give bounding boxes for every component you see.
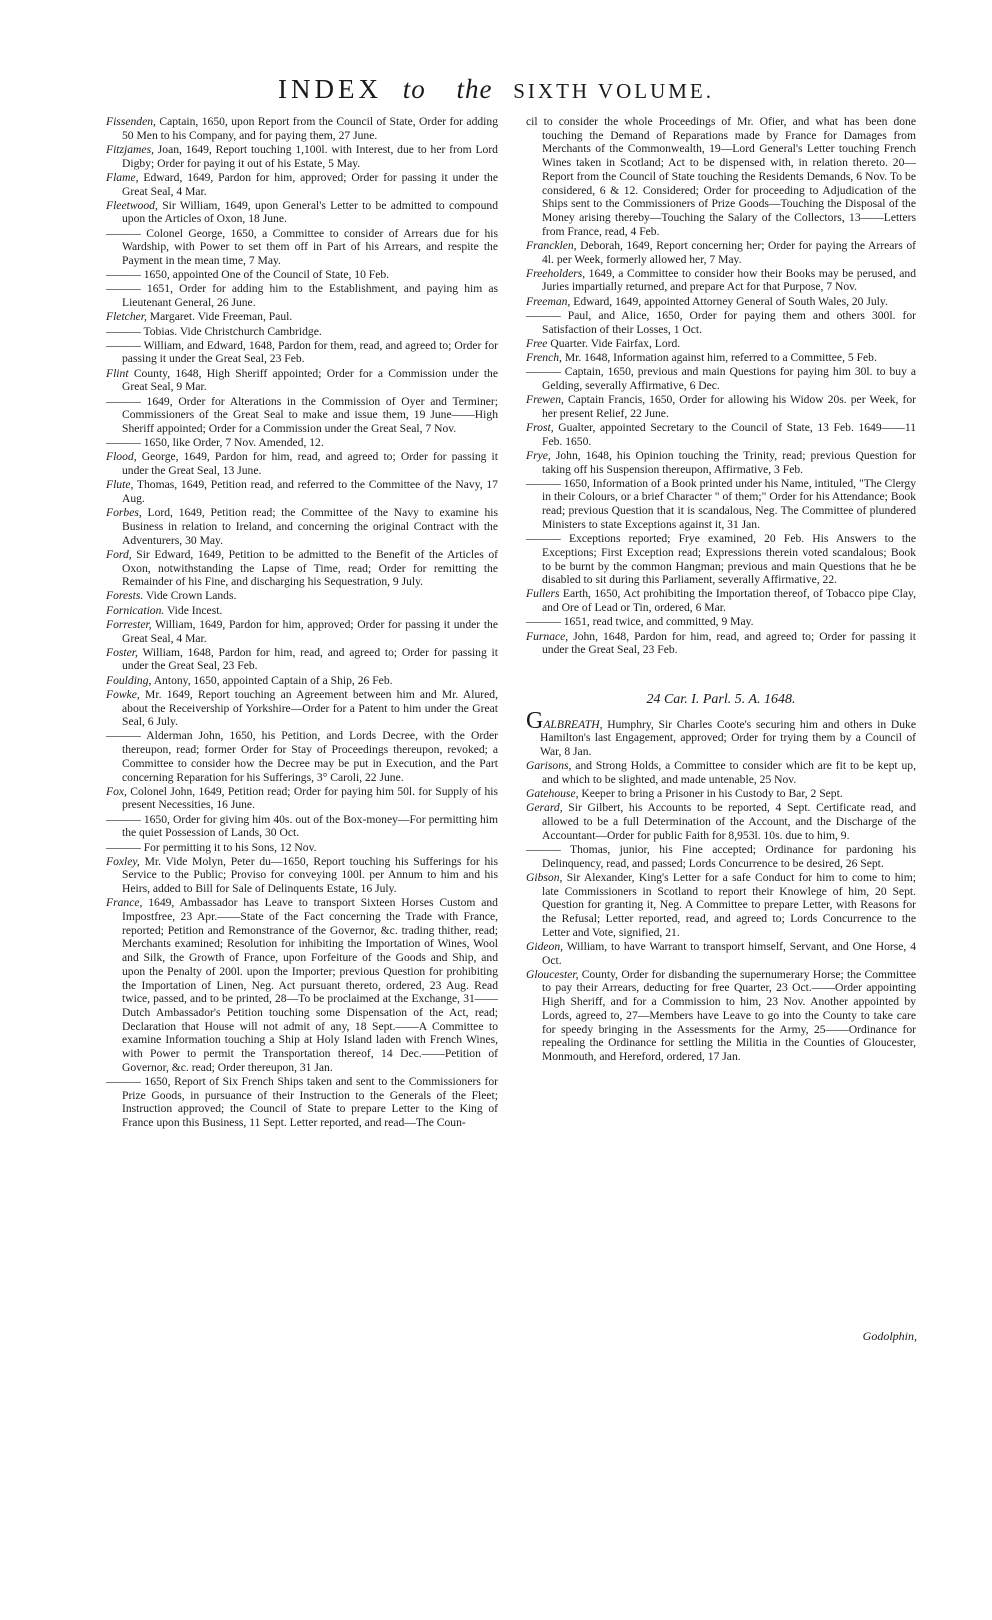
- index-entry: [526, 532, 916, 587]
- entry-heading: Free: [526, 336, 548, 350]
- entry-text: 1651, read twice, and committed, 9 May.: [563, 615, 754, 629]
- entry-heading: Forrester,: [106, 617, 152, 631]
- entry-text: Vide Incest.: [167, 603, 223, 617]
- index-entry: [526, 337, 916, 351]
- entry-heading: ———: [106, 394, 141, 408]
- index-entry: [526, 615, 916, 629]
- entry-text: 1650, appointed One of the Council of State, 10 Feb.: [143, 268, 390, 282]
- entry-heading: ———: [106, 436, 141, 450]
- entry-text: 1650, Information of a Book printed under his Name, intituled, "The Clergy in their Colours, or a brief Character " of them;" Order for his Attendance; Book read; previous Question that it is scandalous, Neg. The Committee of plundered Ministers to state Exceptions against it, 31 Jan.: [542, 476, 916, 531]
- index-entry: [106, 589, 498, 603]
- index-entry: [106, 813, 498, 840]
- entry-text: John, 1648, Pardon for him, read, and agreed to; Order for passing it under the Great Seal, 23 Feb.: [542, 629, 916, 657]
- entry-heading: Gatehouse,: [526, 787, 579, 801]
- entry-text: Mr. Vide Molyn, Peter du—1650, Report touching his Sufferings for his Service to the Public; Proviso for conveying 100l. per Annum to him and his Heirs, added to Bill for Sale of Delinquents Estate, 16 July.: [122, 854, 498, 896]
- index-entry: [106, 841, 498, 855]
- index-entry: [526, 843, 916, 870]
- entry-heading: ———: [526, 308, 561, 322]
- entry-heading: ———: [526, 476, 561, 490]
- entry-heading: Garisons,: [526, 759, 572, 773]
- index-entry: [526, 239, 916, 266]
- entry-text: George, 1649, Pardon for him, read, and agreed to; Order for passing it under the Great Seal, 13 June.: [122, 450, 498, 478]
- entry-text: John, 1648, his Opinion touching the Trinity, read; previous Question for taking off his Suspension thereupon, Affirmative, 3 Feb.: [542, 448, 916, 476]
- entry-text: 1649, Order for Alterations in the Commission of Oyer and Terminer; Commissioners of the Great Seal to make and issue them, 19 June——High Sheriff appointed; Order for a Commission under the Great Seal, 7 Nov.: [122, 394, 498, 435]
- entry-heading: ———: [106, 268, 141, 282]
- entry-text: Quarter. Vide Fairfax, Lord.: [550, 336, 681, 350]
- entry-heading: Gloucester,: [526, 967, 579, 981]
- index-entry: [106, 548, 498, 589]
- index-entry: [526, 309, 916, 336]
- entry-text: William, 1649, Pardon for him, approved; Order for passing it under the Great Seal, 4 Mar.: [122, 617, 498, 645]
- entry-heading: Frewen,: [526, 393, 564, 407]
- entry-text: Alderman John, 1650, his Petition, and Lords Decree, with the Order thereupon, read; former Order for Stay of Proceedings thereupon, revoked; a Committee to consider how the Decree may be put in Execution, and the Part concerning Reparation for his Sufferings, 3° Caroli, 22 June.: [122, 729, 498, 784]
- index-entry: [526, 267, 916, 294]
- index-entry: [526, 759, 916, 786]
- entry-text: Margaret. Vide Freeman, Paul.: [149, 310, 293, 324]
- entry-text: Captain Francis, 1650, Order for allowing his Widow 20s. per Week, for her present Relief, 22 June.: [542, 393, 916, 420]
- index-entry: [526, 940, 916, 967]
- index-entry: [106, 436, 498, 450]
- index-entry: [106, 478, 498, 505]
- entry-text: 1650, like Order, 7 Nov. Amended, 12.: [143, 436, 324, 450]
- index-entry: [526, 587, 916, 614]
- entry-text: Humphry, Sir Charles Coote's securing him and others in Duke Hamilton's last Engagement, approved; Order for trying them by a Council of War, 8 Jan.: [540, 717, 916, 759]
- drop-cap-letter: G: [526, 707, 544, 734]
- entry-heading: Forests.: [106, 589, 144, 603]
- index-entry: [106, 199, 498, 226]
- index-entry: [106, 785, 498, 812]
- entry-text: Earth, 1650, Act prohibiting the Importation thereof, of Tobacco pipe Clay, and Ore of Lead or Tin, ordered, 6 Mar.: [542, 587, 916, 615]
- entry-text: 1649, Ambassador has Leave to transport Sixteen Horses Custom and Impostfree, 23 Apr.——State of the Fact concerning the Trade with France, reported; Petition and Remonstrance of the Governor, &c. trading thither, read; Merchants examined; Resolution for inhibiting the Importation of Wines, Wool and Silk, the Growth of France, upon Forfeiture of the Goods and Ship, and upon the Penalty of 200l. upon the Importer; previous Question for prohibiting the Importation of Linen, Neg. Act pursuant thereto, ordered, 23 Aug. Read twice, passed, and to be printed, 28—To be proclaimed at the Exchange, 31——Dutch Ambassador's Petition touching some Dispensation of the Act, read; Declaration that House will not admit of any, 18 Sept.——A Committee to examine Information touching a Ship at Holy Island laden with French Wines, with Power to permit the Transportation thereof, 14 Dec.——Petition of Governor, &c. read; Order thereupon, 31 Jan.: [122, 896, 498, 1074]
- entry-heading: Frost,: [526, 420, 554, 434]
- entry-text: William, and Edward, 1648, Pardon for them, read, and agreed to; Order for passing it under the Great Seal, 23 Feb.: [122, 338, 498, 366]
- entry-text: Colonel John, 1649, Petition read; Order for paying him 50l. for Supply of his present Necessities, 16 June.: [122, 784, 498, 812]
- index-entry: [526, 115, 916, 238]
- index-entry: [106, 227, 498, 268]
- right-index-column: [526, 115, 916, 1064]
- index-entry: [106, 339, 498, 366]
- index-entry: [106, 618, 498, 645]
- entry-text: Thomas, junior, his Fine accepted; Ordinance for pardoning his Delinquency, read, and passed; Lords Concurrence to be desired, 26 Sept.: [542, 842, 916, 870]
- index-entry: [526, 871, 916, 940]
- entry-heading: ———: [106, 1075, 141, 1089]
- entry-heading: Foulding,: [106, 673, 152, 687]
- entry-text: Keeper to bring a Prisoner in his Custody to Bar, 2 Sept.: [581, 787, 843, 801]
- entry-heading: ———: [106, 282, 141, 296]
- index-entry: [526, 295, 916, 309]
- entry-heading: ———: [106, 729, 141, 743]
- entry-text: Sir William, 1649, upon General's Letter to be admitted to compound upon the Articles of Oxon, 18 June.: [122, 198, 498, 226]
- entry-heading: Fleetwood,: [106, 198, 158, 212]
- entry-text: Lord, 1649, Petition read; the Committee of the Navy to examine his Business in relation to Ireland, and concerning the original Contract with the Adventurers, 30 May.: [122, 506, 498, 547]
- index-entry: [106, 171, 498, 198]
- index-entry: [106, 855, 498, 896]
- right-entries-g: [526, 707, 916, 1064]
- index-entry: [106, 268, 498, 282]
- entry-text: Edward, 1649, appointed Attorney General of South Wales, 20 July.: [573, 294, 888, 308]
- entry-heading: ———: [106, 812, 141, 826]
- entry-heading: Flame,: [106, 170, 139, 184]
- entry-text: Thomas, 1649, Petition read, and referred to the Committee of the Navy, 17 Aug.: [122, 478, 498, 505]
- entry-heading: ———: [526, 615, 561, 629]
- entry-text: Tobias. Vide Christchurch Cambridge.: [143, 324, 322, 338]
- catchword: Godolphin,: [862, 1329, 917, 1343]
- index-entry: [526, 477, 916, 532]
- entry-text: Colonel George, 1650, a Committee to consider of Arrears due for his Wardship, with Power to set them off in Part of his Arrears, and respite the Payment in the mean time, 7 May.: [122, 226, 499, 268]
- index-entry: [106, 367, 498, 394]
- entry-text: William, 1648, Pardon for him, read, and agreed to; Order for passing it under the Great Seal, 23 Feb.: [122, 645, 498, 673]
- entry-heading: Freeholders,: [526, 266, 586, 280]
- entry-heading: Flint: [106, 366, 129, 380]
- index-entry: [106, 310, 498, 324]
- entry-heading: Fox,: [106, 784, 127, 798]
- entry-text: County, Order for disbanding the supernumerary Horse; the Committee to pay their Arrears, deducting for free Quarter, 23 Oct.——Order appointing High Sheriff, and for a Commission to him, 23 Nov. Another appointed by Lords, agreed to, 27—Members have Leave to go into the County to take care for speedy bringing in the Assessments for the Army, 25——Ordinance for repealing the Ordinance for settling the Militia in the Counties of Gloucester, Monmouth, and Hereford, ordered, 17 Jan.: [542, 967, 916, 1063]
- entry-heading: Frye,: [526, 448, 551, 462]
- index-entry: [526, 421, 916, 448]
- entry-heading: Fitzjames,: [106, 142, 154, 156]
- entry-text: William, to have Warrant to transport himself, Servant, and One Horse, 4 Oct.: [542, 939, 916, 967]
- entry-text: cil to consider the whole Proceedings of Mr. Ofier, and what has been done touching the Demand of Reparations made by France for Damages from Merchants of the Commonwealth, 19—Lord General's Letter touching French Wines taken in Scotland; Act to be dispensed with, in relation thereto. 20—Report from the Council of State touching the Residents Demands, 6 Nov. To be considered, 6 & 12. Considered; Order for proceeding to Adjudication of the Ships sent to the Commissioners of Prize Goods—Touching the Disposal of the Money arising thereby—Touching the Salary of the Collectors, 13——Letters from France, read, 4 Feb.: [526, 115, 916, 238]
- index-entry: [106, 688, 498, 729]
- entry-heading: French,: [526, 350, 562, 364]
- index-entry: [526, 365, 916, 392]
- entry-text: Sir Gilbert, his Accounts to be reported, 4 Sept. Certificate read, and allowed to be a full Determination of the Account, and the Discharge of the Accountant—Order for public Faith for 8,953l. 10s. due to him, 9.: [542, 801, 916, 842]
- entry-heading: Flood,: [106, 450, 137, 464]
- index-entry: [106, 395, 498, 436]
- index-entry: [106, 1075, 498, 1130]
- header-volume-title: SIXTH VOLUME.: [513, 79, 715, 103]
- entry-text: Gualter, appointed Secretary to the Council of State, 13 Feb. 1649——11 Feb. 1650.: [542, 420, 916, 448]
- index-entry: [526, 801, 916, 842]
- entry-heading: Francklen,: [526, 238, 577, 252]
- entry-heading: Flute,: [106, 478, 134, 492]
- entry-heading: ———: [526, 842, 561, 856]
- entry-heading: Gideon,: [526, 939, 564, 953]
- index-entry: [526, 351, 916, 365]
- entry-text: Deborah, 1649, Report concerning her; Order for paying the Arrears of 4l. per Week, formerly allowed her, 7 May.: [542, 238, 916, 266]
- entry-heading: Foxley,: [106, 854, 140, 868]
- entry-text: 1651, Order for adding him to the Establishment, and paying him as Lieutenant General, 26 June.: [122, 282, 498, 310]
- entry-text: Antony, 1650, appointed Captain of a Ship, 26 Feb.: [153, 673, 393, 687]
- entry-text: and Strong Holds, a Committee to consider which are fit to be kept up, and which to be slighted, and made untenable, 25 Nov.: [542, 759, 916, 786]
- entry-heading: Gibson,: [526, 870, 563, 884]
- entry-text: 1650, Order for giving him 40s. out of the Box-money—For permitting him the quiet Possession of Lands, 30 Oct.: [122, 812, 498, 840]
- entry-text: Mr. 1649, Report touching an Agreement between him and Mr. Alured, about the Receivership of Yorkshire—Order for a Patent to him under the Great Seal, 6 July.: [122, 687, 498, 729]
- page-header: [0, 74, 992, 105]
- entry-text: 1649, a Committee to consider how their Books may be perused, and Juries impartially returned, and prepare Act for that Purpose, 7 Nov.: [542, 266, 916, 294]
- entry-text: Vide Crown Lands.: [145, 589, 237, 603]
- index-entry: [106, 646, 498, 673]
- index-entry: [526, 393, 916, 420]
- entry-heading: Foster,: [106, 645, 138, 659]
- entry-text: Exceptions reported; Frye examined, 20 Feb. His Answers to the Exceptions; First Exception read; Expressions therein voted scandalous; Book to be burnt by the common Hangman; previous and main Questions that he be disabled to sit during this Parliament, severally Affirmative, 22.: [542, 532, 916, 587]
- entry-heading: ———: [106, 338, 141, 352]
- entry-text: Sir Edward, 1649, Petition to be admitted to the Benefit of the Articles of Oxon, notwithstanding the Lapse of Time, read; Order for remitting the Remainder of his Fine, and discharging his Sequestration, 9 July.: [122, 547, 498, 589]
- index-entry: [106, 325, 498, 339]
- header-index-word: INDEX: [277, 74, 382, 104]
- header-to-word: to: [402, 74, 426, 104]
- entry-heading: Fletcher,: [106, 310, 147, 324]
- entry-heading: ———: [106, 840, 141, 854]
- entry-text: Mr. 1648, Information against him, referred to a Committee, 5 Feb.: [564, 350, 877, 364]
- entry-text: Edward, 1649, Pardon for him, approved; Order for passing it under the Great Seal, 4 Mar.: [122, 170, 498, 198]
- entry-heading: Fornication.: [106, 603, 165, 617]
- entry-heading: France,: [106, 896, 143, 910]
- index-entry: [106, 604, 498, 618]
- entry-text: For permitting it to his Sons, 12 Nov.: [143, 840, 317, 854]
- entry-text: Sir Alexander, King's Letter for a safe Conduct for him to come to him; late Commissioners in Scotland to report their Knowlege of him, 20 Sept. Question for granting it, Neg. A Committee to prepare Letter, with Reasons for the Refusal; Letter reported, read, and agreed to; Lords Concurrence to the Letter and Vote, signified, 21.: [542, 870, 916, 939]
- entry-heading: Fowke,: [106, 687, 140, 701]
- index-entry: [106, 896, 498, 1074]
- entry-text: Joan, 1649, Report touching 1,100l. with Interest, due to her from Lord Digby; Order for paying it out of his Estate, 5 May.: [122, 142, 498, 170]
- entry-text: County, 1648, High Sheriff appointed; Order for a Commission under the Great Seal, 9 Mar.: [122, 366, 498, 394]
- entry-heading: ———: [106, 324, 141, 338]
- entry-heading: ALBREATH,: [543, 717, 603, 731]
- entry-heading: ———: [106, 226, 141, 240]
- index-entry: [106, 729, 498, 784]
- header-the-word: the: [456, 74, 493, 104]
- index-entry: [106, 282, 498, 309]
- entry-text: Captain, 1650, previous and main Questions for paying him 30l. to buy a Gelding, severally Affirmative, 6 Dec.: [542, 365, 916, 392]
- entry-text: 1650, Report of Six French Ships taken and sent to the Commissioners for Prize Goods, in pursuance of their Instruction to the Generals of the Fleet; Instruction approved; the Council of State to prepare Letter to the King of France upon this Business, 11 Sept. Letter reported, and read—The Coun-: [122, 1075, 498, 1130]
- index-entry: [106, 674, 498, 688]
- index-entry: [526, 707, 916, 759]
- entry-heading: Furnace,: [526, 629, 569, 643]
- index-entry: [106, 506, 498, 547]
- entry-heading: ———: [526, 365, 561, 379]
- entry-text: Captain, 1650, upon Report from the Council of State, Order for adding 50 Men to his Company, and for paying them, 27 June.: [122, 115, 498, 142]
- entry-heading: Gerard,: [526, 801, 563, 815]
- index-entry: [526, 968, 916, 1064]
- index-entry: [526, 630, 916, 657]
- left-index-column: [106, 115, 498, 1130]
- entry-heading: Fissenden,: [106, 115, 156, 128]
- entry-heading: ———: [526, 532, 561, 546]
- index-entry: [106, 115, 498, 142]
- index-entry: [106, 143, 498, 170]
- entry-heading: Fullers: [526, 587, 560, 601]
- index-entry: [526, 787, 916, 801]
- entry-heading: Freeman,: [526, 294, 571, 308]
- entry-heading: Forbes,: [106, 506, 142, 520]
- index-entry: [106, 450, 498, 477]
- right-entries-f: [526, 115, 916, 657]
- section-heading: 24 Car. I. Parl. 5. A. 1648.: [646, 691, 796, 707]
- index-entry: [526, 449, 916, 476]
- entry-heading: Ford,: [106, 547, 132, 561]
- entry-text: Paul, and Alice, 1650, Order for paying them and others 300l. for Satisfaction of their Losses, 1 Oct.: [542, 308, 916, 336]
